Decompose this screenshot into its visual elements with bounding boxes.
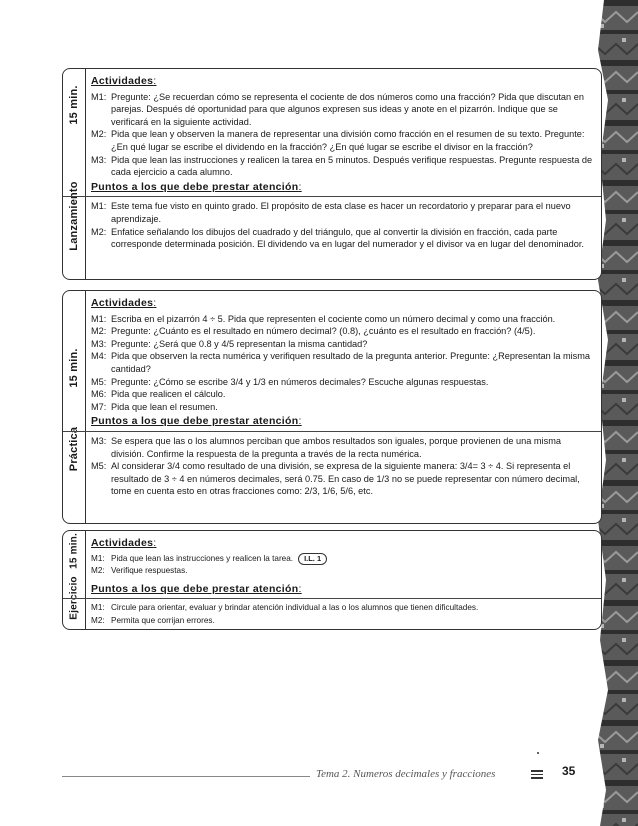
- item-text: Pida que lean el resumen.: [111, 401, 218, 412]
- item-code: M1:: [91, 313, 107, 324]
- section-title: Práctica: [68, 426, 80, 471]
- item-code: M1:: [91, 91, 107, 102]
- section-title: Lanzamiento: [68, 181, 80, 251]
- item-code: M2:: [91, 226, 107, 237]
- item-code: M1:: [91, 201, 107, 212]
- section-time: 15 min.: [68, 85, 80, 125]
- section-time: 15 min.: [68, 532, 80, 569]
- item-code: M1:: [91, 553, 105, 563]
- item-code: M2:: [91, 326, 107, 337]
- item-text: Este tema fue visto en quinto grado. El propósito de esta clase es hacer un recordatorio y preparar para el nuevo aprendizaje.: [111, 201, 571, 224]
- list-item: [91, 401, 595, 414]
- item-text: Pida que lean las instrucciones y realicen la tarea en 5 minutos. Después verifique respuestas. Pregunte respuesta de cada ejercicio a cada alumno.: [111, 154, 593, 178]
- activities-heading: Actividades:: [91, 297, 157, 309]
- section-practica: [62, 290, 602, 524]
- list-item: [91, 338, 595, 351]
- item-text: Pregunte: ¿Cómo se escribe 3/4 y 1/3 en números decimales? Escuche algunas respuestas.: [111, 376, 489, 387]
- lesson-badge: I.L. 1: [298, 553, 327, 565]
- list-item: [91, 226, 595, 251]
- attention-heading: Puntos a los que debe prestar atención:: [91, 415, 302, 428]
- attention-heading: Puntos a los que debe prestar atención:: [91, 180, 302, 193]
- list-item: [91, 376, 595, 389]
- item-code: M5:: [91, 376, 107, 387]
- divider: [63, 196, 601, 197]
- item-text: Se espera que las o los alumnos perciban que ambos resultados son iguales, porque provienen de una misma división. Confirme la respuesta de la pregunta a través de la recta numérica.: [111, 435, 561, 459]
- divider: [63, 598, 601, 599]
- list-item: [91, 602, 595, 615]
- list-item: [91, 553, 595, 566]
- footer-dot: [537, 752, 539, 754]
- item-text: Pregunte: ¿Se recuerdan cómo se representa el cociente de dos números como una fracción? Pida que discutan en parejas. Después dé oportunidad para que algunos expresen sus ideas y anote en el pizarrón. Indique que se verificará en la siguiente actividad.: [111, 91, 584, 127]
- list-item: [91, 388, 595, 401]
- attention-heading: Puntos a los que debe prestar atención:: [91, 582, 302, 595]
- list-item: [91, 565, 595, 578]
- list-item: [91, 350, 595, 375]
- list-item: [91, 435, 595, 460]
- item-text: Pida que lean las instrucciones y realicen la tarea.: [111, 553, 294, 563]
- section-lanzamiento: [62, 68, 602, 280]
- item-code: M6:: [91, 389, 107, 400]
- divider: [63, 431, 601, 432]
- item-text: Circule para orientar, evaluar y brindar atención individual a las o los alumnos que tienen dificultades.: [111, 603, 479, 613]
- book-stack-icon: [531, 770, 543, 781]
- list-item: [91, 200, 595, 225]
- item-text: Escriba en el pizarrón 4 ÷ 5. Pida que representen el cociente como un número decimal y como una fracción.: [111, 313, 556, 324]
- list-item: [91, 313, 595, 326]
- activities-heading: Actividades:: [91, 75, 157, 87]
- section-sidebar: [63, 291, 86, 523]
- item-text: Pida que realicen el cálculo.: [111, 389, 226, 400]
- list-item: [91, 128, 595, 153]
- activities-heading: Actividades:: [91, 537, 157, 549]
- item-code: M3:: [91, 338, 107, 349]
- list-item: [91, 91, 595, 129]
- item-code: M1:: [91, 603, 105, 613]
- list-item: [91, 460, 595, 498]
- item-text: Pida que observen la recta numérica y verifiquen resultado de la pregunta anterior. Pregunte: ¿Representan la misma cantidad?: [111, 351, 591, 374]
- item-text: Pregunte: ¿Cuánto es el resultado en número decimal? (0.8), ¿cuánto es el resultado en fracción? (4/5).: [111, 326, 536, 337]
- page-number: 35: [562, 764, 576, 778]
- item-code: M5:: [91, 461, 107, 472]
- item-code: M2:: [91, 566, 105, 576]
- footer-rule: [62, 776, 310, 777]
- section-title: Ejercicio: [68, 575, 80, 620]
- item-code: M3:: [91, 435, 107, 446]
- list-item: [91, 325, 595, 338]
- footer-topic: Tema 2. Numeros decimales y fracciones: [316, 768, 496, 780]
- section-sidebar: [63, 531, 86, 629]
- item-code: M7:: [91, 401, 107, 412]
- item-text: Verifique respuestas.: [111, 566, 188, 576]
- section-ejercicio: [62, 530, 602, 630]
- item-text: Pregunte: ¿Será que 0.8 y 4/5 representan la misma cantidad?: [111, 338, 368, 349]
- item-code: M2:: [91, 129, 107, 140]
- item-text: Enfatice señalando los dibujos del cuadrado y del triángulo, que al convertir la división en fracción, cada parte corresponde determinada posición. El dividendo va en lugar del numerador y el divisor va en lugar del denominador.: [111, 226, 584, 250]
- item-code: M2:: [91, 615, 105, 625]
- item-text: Al considerar 3/4 como resultado de una división, se expresa de la siguiente manera: 3/4= 3 ÷ 4. Si representa el resultado de 3 ÷ 4 en números decimales, será 0.75. En caso de 1/3 no se puede representar con número decimal, tome en cuenta esto en otras fracciones como: 2/3, 1/6, 5/6, etc.: [111, 461, 580, 497]
- item-code: M3:: [91, 154, 107, 165]
- list-item: [91, 615, 595, 628]
- section-sidebar: [63, 69, 86, 279]
- item-code: M4:: [91, 351, 107, 362]
- section-time: 15 min.: [68, 347, 80, 388]
- list-item: [91, 154, 595, 179]
- item-text: Pida que lean y observen la manera de representar una división como fracción en el resumen de su texto. Pregunte: ¿En qué lugar se escribe el dividendo en la fracción? ¿En qué lugar se escribe el divisor en la fracción?: [111, 129, 585, 152]
- item-text: Permita que corrijan errores.: [111, 615, 215, 625]
